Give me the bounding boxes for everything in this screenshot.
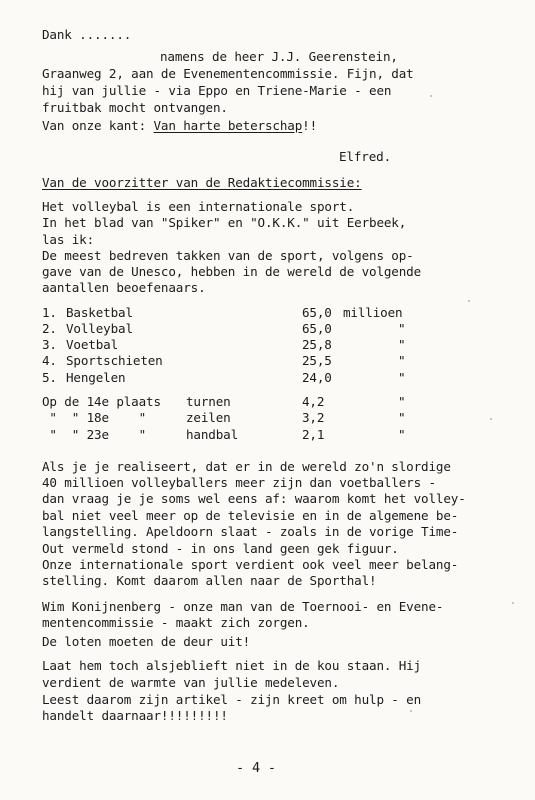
ranking-sport: Sportschieten	[66, 353, 163, 368]
salutation: Dank .......	[42, 27, 132, 42]
closing-emphasis: Van harte beterschap	[153, 118, 303, 133]
ranking-unit: "	[398, 337, 406, 352]
intro-line: In het blad van "Spiker" en "O.K.K." uit Eerbeek,	[42, 215, 407, 230]
places-prefix: Op de 14e plaats	[42, 394, 161, 409]
speck	[410, 710, 412, 712]
closing-line	[42, 118, 317, 134]
speck	[468, 300, 470, 302]
speck	[490, 418, 492, 420]
ranking-unit: "	[398, 321, 406, 336]
places-unit: "	[398, 394, 406, 409]
signature: Elfred.	[339, 149, 392, 164]
places-sport: zeilen	[186, 410, 231, 425]
appeal-line: verdient de warmte van jullie medeleven.	[42, 675, 340, 690]
ranking-value: 25,8	[302, 337, 332, 352]
letter-line: fruitbak mocht ontvangen.	[42, 100, 228, 115]
ranking-value: 24,0	[302, 370, 332, 385]
ranking-sport: Volleybal	[66, 321, 133, 336]
places-unit: "	[398, 427, 406, 442]
body-line: stelling. Komt daarom allen naar de Sporthal!	[42, 573, 377, 588]
closing-prefix: Van onze kant:	[42, 118, 147, 133]
places-sport: turnen	[186, 394, 231, 409]
ranking-sport: Hengelen	[66, 370, 126, 385]
ranking-rank: 3.	[42, 337, 57, 352]
ranking-value: 65,0	[302, 321, 332, 336]
speck	[512, 602, 514, 604]
speck	[430, 95, 432, 97]
places-value: 2,1	[302, 427, 325, 442]
places-sport: handbal	[186, 427, 239, 442]
letter-line: namens de heer J.J. Geerenstein,	[160, 49, 398, 64]
ranking-value: 25,5	[302, 353, 332, 368]
ranking-unit: "	[398, 353, 406, 368]
intro-line: aantallen beoefenaars.	[42, 280, 206, 295]
ranking-rank: 5.	[42, 370, 57, 385]
intro-line: gave van de Unesco, hebben in de wereld de volgende	[42, 264, 422, 279]
places-prefix: " " 18e "	[42, 410, 147, 425]
appeal-line: mentencommissie - maakt zich zorgen.	[42, 615, 310, 630]
body-line: Als je je realiseert, dat er in de wereld zo'n slordige	[42, 459, 451, 474]
letter-line: hij van jullie - via Eppo en Triene-Marie - een	[42, 83, 392, 98]
ranking-unit: millioen	[343, 305, 403, 320]
appeal-line: De loten moeten de deur uit!	[42, 634, 251, 649]
page-number: - 4 -	[236, 760, 276, 776]
appeal-line: Laat hem toch alsjeblieft niet in de kou staan. Hij	[42, 658, 422, 673]
places-unit: "	[398, 410, 406, 425]
ranking-sport: Voetbal	[66, 337, 119, 352]
ranking-sport: Basketbal	[66, 305, 133, 320]
body-line: Out vermeld stond - in ons land geen gek figuur.	[42, 541, 399, 556]
ranking-value: 65,0	[302, 305, 332, 320]
body-line: Onze internationale sport verdient ook veel meer belang-	[42, 557, 459, 572]
ranking-unit: "	[398, 370, 406, 385]
body-line: dan vraag je je soms wel eens af: waarom komt het volley-	[42, 491, 466, 506]
letter-line: Graanweg 2, aan de Evenementencommissie. Fijn, dat	[42, 66, 414, 81]
body-line: langstelling. Apeldoorn slaat - zoals in de vorige Time-	[42, 524, 459, 539]
appeal-line: Leest daarom zijn artikel - zijn kreet om hulp - en	[42, 692, 422, 707]
intro-line: Het volleybal is een internationale sport.	[42, 199, 355, 214]
places-value: 3,2	[302, 410, 325, 425]
intro-line: las ik:	[42, 232, 95, 247]
ranking-rank: 2.	[42, 321, 57, 336]
closing-suffix: !!	[302, 118, 318, 133]
intro-line: De meest bedreven takken van de sport, volgens op-	[42, 248, 414, 263]
ranking-rank: 1.	[42, 305, 57, 320]
ranking-rank: 4.	[42, 353, 57, 368]
places-prefix: " " 23e "	[42, 427, 147, 442]
body-line: bal niet veel meer op de televisie en in de algemene be-	[42, 508, 459, 523]
section-heading: Van de voorzitter van de Redaktiecommissie:	[42, 175, 362, 190]
places-value: 4,2	[302, 394, 325, 409]
body-line: 40 millioen volleyballers meer zijn dan voetballers -	[42, 475, 436, 490]
appeal-line: Wim Konijnenberg - onze man van de Toernooi- en Evene-	[42, 599, 444, 614]
appeal-line: handelt daarnaar!!!!!!!!!	[42, 708, 228, 723]
